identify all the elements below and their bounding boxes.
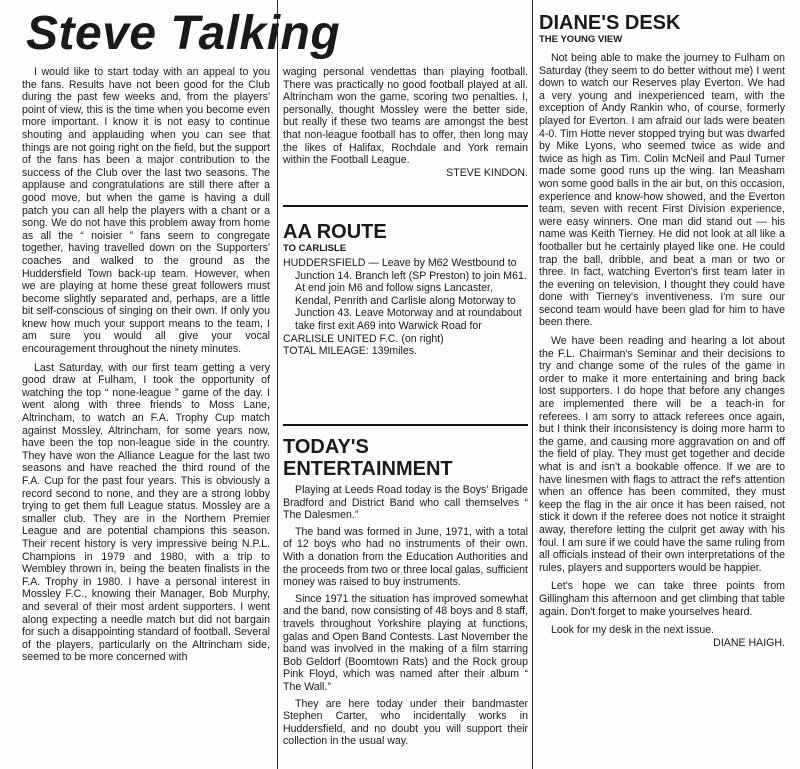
steve-paragraph-3: waging personal vendettas than playing football. There was practically no good football played at all. Altrincham won the game, scoring two penalties. I, personally, thought Mossley were the better side, but really if these two teams are amongst the best that non-league football has to offer, then long may the likes of Halifax, Rochdale and York remain within the Football League. bbox=[283, 66, 528, 167]
column-divider-left bbox=[277, 0, 278, 769]
diane-signature: DIANE HAIGH. bbox=[713, 636, 785, 649]
diane-desk-subtitle: THE YOUNG VIEW bbox=[539, 34, 623, 45]
entertainment-paragraph-2: The band was formed in June, 1971, with a total of 12 boys who had no instruments of their own. With a donation from the Education Authorities and the proceeds from two or three local galas, sufficient money was raised to buy instruments. bbox=[283, 525, 528, 589]
aa-route-mileage: TOTAL MILEAGE: 139miles. bbox=[283, 345, 418, 358]
steve-column bbox=[22, 66, 270, 664]
entertainment-paragraph-4: They are here today under their bandmaster Stephen Carter, who incidentally works in Huddersfield, and no doubt you will support their collection in the usual way. bbox=[283, 697, 528, 748]
steve-continued-column bbox=[283, 66, 528, 179]
entertainment-section bbox=[283, 424, 528, 748]
steve-paragraph-1: I would like to start today with an appeal to you the fans. Results have not been good for the Club during the past few weeks and, from the players' point of view, this is the time when you become even more important. I know it is not easy to continue shouting and applauding when you can see that things are not going right on the field, but the support of the fans has been a major contribution to the success of the Club over the last two seasons. The applause and congratulations are still there after a good move, but when the game is having a dull patch you can all help the players with a chant or a song. We do not have this problem away from home as all the “ noisier ” fans seem to congregate together, having travelled down on the Supporters' coaches and walked to the ground as the Huddersfield Town back-up team. However, when we are playing at home these great followers must become slightly separated and, perhaps, are a little bit self-conscious of singing on their own. If only you knew how much your support means to the team, I am sure you would all give your vocal encouragement throughout the ninety minutes. bbox=[22, 66, 270, 356]
diane-paragraph-2: We have been reading and hearing a lot about the F.L. Chairman's Seminar and their decisions to try and change some of the rules of the game in order to make it more entertaining and bring back lost supporters. I do hope that before any changes are implemented there will be a teach-in for referees. I am sorry to attack referees once again, but I think their inconsistency is doing more harm to the game, and causing more aggravation on and off the field of play. They must get together and decide what is and isn't a bookable offence. If we are to have linesmen with flags to attract the ref's attention when an offence has been commited, they must keep the flag in the air once it has been raised, not stick it down if the referee does not notice it straight away, therefore letting the culprit get away with his foul. I am sure if we could have the same ruling from all officials instead of their own interpretations of the rules, players and supporters would be happier. bbox=[539, 335, 785, 574]
diane-desk-title: DIANE'S DESK bbox=[539, 12, 681, 34]
aa-route-title: AA ROUTE bbox=[283, 221, 387, 243]
entertainment-title-line-1: TODAY'S bbox=[283, 436, 369, 458]
diane-paragraph-1: Not being able to make the journey to Fulham on Saturday (they seem to do better without me) I went down to watch our Reserves play Everton. We had a very young and inexperienced team, with the exception of Andy Rankin who, of course, formerly played for Everton. I am afraid our lads were beaten 4-0. Tim Hotte never stopped trying but was dwarfed by Mike Lyons, who seemed twice as wide and twice as high as Tim. Colin McNeil and Paul Turner made some good runs up the wing. Ian Measham won some good balls in the air but, on this occasion, experience and know-how showed, and the Everton team, seven with recent First Division experience, were easy winners. One man did stand out — his name was Keith Tierney. He did not look at all like a footballer but he certainly played like one. He could trap the ball, dribble, and beat a man or two or three. In fact, watching Everton's first team later in the evening on television, I thought they could have done with Tierney's inventiveness. I'm sure our second team would have been glad for him to have been there. bbox=[539, 52, 785, 329]
diane-column bbox=[539, 12, 785, 649]
column-divider-right bbox=[532, 0, 533, 769]
aa-route-subtitle: TO CARLISLE bbox=[283, 243, 347, 254]
aa-route-destination: CARLISLE UNITED F.C. (on right) bbox=[283, 332, 444, 345]
steve-signature: STEVE KINDON. bbox=[446, 166, 528, 179]
diane-paragraph-3: Let's hope we can take three points from Gillingham this afternoon and get climbing that table again. Don't forget to make yourselves heard. bbox=[539, 580, 785, 618]
aa-route-directions: HUDDERSFIELD — Leave by M62 Westbound to Junction 14. Branch left (SP Preston) to join M61. At end join M6 and follow signs Lancaster, Kendal, Penrith and Carlisle along Motorway to Junction 43. Leave Motorway and at roundabout take first exit A69 into Warwick Road for bbox=[283, 257, 527, 332]
steve-talking-title: Steve Talking bbox=[26, 7, 341, 60]
diane-paragraph-4: Look for my desk in the next issue. bbox=[551, 624, 715, 637]
aa-route-section bbox=[283, 205, 528, 358]
entertainment-paragraph-1: Playing at Leeds Road today is the Boys' Brigade Bradford and District Band who call themselves “ The Dalesmen.” bbox=[283, 484, 528, 522]
entertainment-paragraph-3: Since 1971 the situation has improved somewhat and the band, now consisting of 48 boys and 8 staff, travels throughout Yorkshire playing at functions, galas and Open Band Contests. Last November the band was involved in the making of a film starring Bob Geldorf (Boomtown Rats) and the Rock group Pink Floyd, which was named after their album “ The Wall.” bbox=[283, 592, 528, 693]
steve-paragraph-2: Last Saturday, with our first team getting a very good draw at Fulham, I took the opportunity of watching the top “ none-league ” game of the day. I went along with three friends to Moss Lane, Altrincham, to watch an F.A. Trophy Cup match against Mossley. Altrincham, for some years now, have been the top non-league side in the country. They have won the Alliance League for the last two seasons and have reached the third round of the F.A. Cup for the past four years. This is obviously a record second to none, and they are a strong lobby trying to get them full League status. Mossley are a smaller club. They are in the Northern Premier League and are potential champions this season. Their recent history is very impressive being N.P.L. Champions in 1979 and 1980, with a trip to Wembley thrown in, being the beaten finalists in the F.A. Trophy in 1980. I have a personal interest in Mossley F.C., knowing their Manager, Bob Murphy, and several of their most ardent supporters. I went along expecting a needle match but did not bargain for such a disappointing standard of football. Several of the players, particularly on the Altrincham side, seemed to be more concerned with bbox=[22, 361, 270, 664]
entertainment-title-line-2: ENTERTAINMENT bbox=[283, 458, 453, 480]
